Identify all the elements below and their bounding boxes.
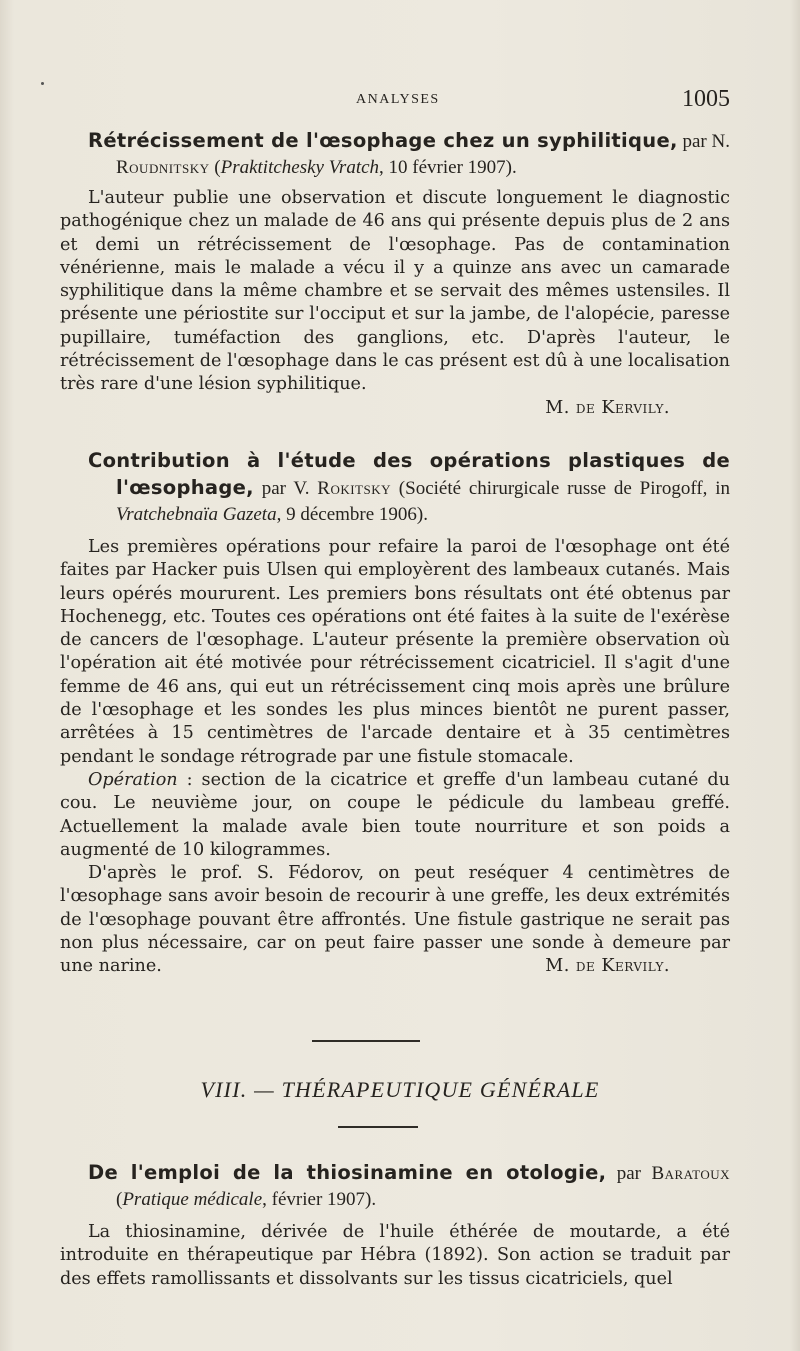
article-1-paragraph: L'auteur publie une observation et discute longuement le diagnostic pathogénique chez un malade de 46 ans qui présente depuis plus de 2 ans et demi un rétrécissement de l'œsophage. Pas de contamination vénérienne, mais le malade a vécu il y a quinze ans avec un camarade syphilitique dans la même chambre et se servait des mêmes ustensiles. Il présente une périostite sur l'occiput et sur la jambe, de l'alopécie, paresse pupillaire, tuméfaction des ganglions, etc. D'après l'auteur, le rétrécissement de l'œsophage dans le cas présent est dû à une localisation très rare d'une lésion syphilitique. [60,188,730,395]
article-2-heading [88,448,730,528]
article-2-paragraph-2 [60,769,730,862]
article-2-journal: Vratchebnaïa Gazeta [116,504,277,525]
article-2-author: Rokitsky [317,478,391,499]
article-1 [60,128,730,420]
article-2-paragraph-3 [60,862,730,978]
article-2-paragraph-1: Les premières opérations pour refaire la paroi de l'œsophage ont été faites par Hacker puis Ulsen qui employèrent des lambeaux cutanés. Mais leurs opérés moururent. Les premiers bons résultats ont été obtenus par Hochenegg, etc. Toutes ces opérations ont été faites à la suite de l'exérèse de cancers de l'œsophage. L'auteur présente la première observation où l'opération ait été motivée pour rétrécissement cicatriciel. Il s'agit d'une femme de 46 ans, qui eut un rétrécissement cinq mois après une brûlure de l'œsophage et les sondes les plus minces bientôt ne purent passer, arrêtées à 15 centimètres de l'arcade dentaire et à 35 centimètres pendant le sondage rétrograde par une fistule stomacale. [60,537,730,767]
article-2-affiliation: (Société chirurgicale russe de Pirogoff, in [391,478,730,499]
article-1-date: , 10 février 1907). [379,157,517,178]
article-1-title: Rétrécissement de l'œsophage chez un syphilitique, [88,129,678,152]
article-3 [60,1160,730,1291]
article-2-date: , 9 décembre 1906). [276,504,429,525]
page-number: 1005 [682,86,730,112]
article-2 [60,448,730,979]
article-3-journal: Pratique médicale [122,1189,263,1210]
section-rule-top [312,1040,420,1042]
operation-label: Opération [88,769,178,790]
article-1-signature: M. de Kervily. [545,397,670,418]
page-speck [41,82,44,85]
article-2-signature: M. de Kervily. [545,956,670,977]
article-2-paragraph-3-text: D'après le prof. S. Fédorov, on peut reséquer 4 centimètres de l'œsophage sans avoir besoin de recourir à une greffe, les deux extrémités de l'œsophage pouvant être affrontés. Une fistule gastrique ne serait pas non plus nécessaire, car on peut faire passer une sonde à demeure par une narine. [60,863,730,977]
article-1-byline-prefix: par N. [677,131,730,152]
article-1-journal: Praktitchesky Vratch [220,157,380,178]
article-2-title: Contribution à l'étude des opérations plastiques de l'œsophage, [88,449,730,499]
running-title: ANALYSES [356,92,440,107]
article-2-paragraph-2-text: : section de la cicatrice et greffe d'un lambeau cutané du cou. Le neuvième jour, on coupe le pédicule du lambeau greffé. Actuellement la malade avale bien toute nourriture et son poids a augmenté de 10 kilogrammes. [60,769,730,860]
article-3-heading: De l'emploi de la thiosinamine en otologie, par Baratoux (Pratique médicale, février 1907). [88,1161,730,1210]
section-rule-bottom [338,1126,418,1128]
article-2-byline-prefix: par V. [253,478,318,499]
article-3-author: Baratoux [651,1163,730,1184]
page-header [60,86,740,116]
section-heading: VIII. — THÉRAPEUTIQUE GÉNÉRALE [200,1077,600,1102]
article-3-paragraph: La thiosinamine, dérivée de l'huile éthérée de moutarde, a été introduite en thérapeutique par Hébra (1892). Son action se traduit par des effets ramollissants et dissolvants sur les tissus cicatriciels, quel [60,1222,730,1289]
article-1-heading: Rétrécissement de l'œsophage chez un syphilitique, par N. Roudnitsky (Praktitchesky Vratch, 10 février 1907). [88,129,730,178]
article-1-author: Roudnitsky [116,157,210,178]
article-3-title: De l'emploi de la thiosinamine en otologie, [88,1161,607,1184]
article-3-byline-prefix: par [606,1163,652,1184]
article-3-date: , février 1907). [262,1189,377,1210]
